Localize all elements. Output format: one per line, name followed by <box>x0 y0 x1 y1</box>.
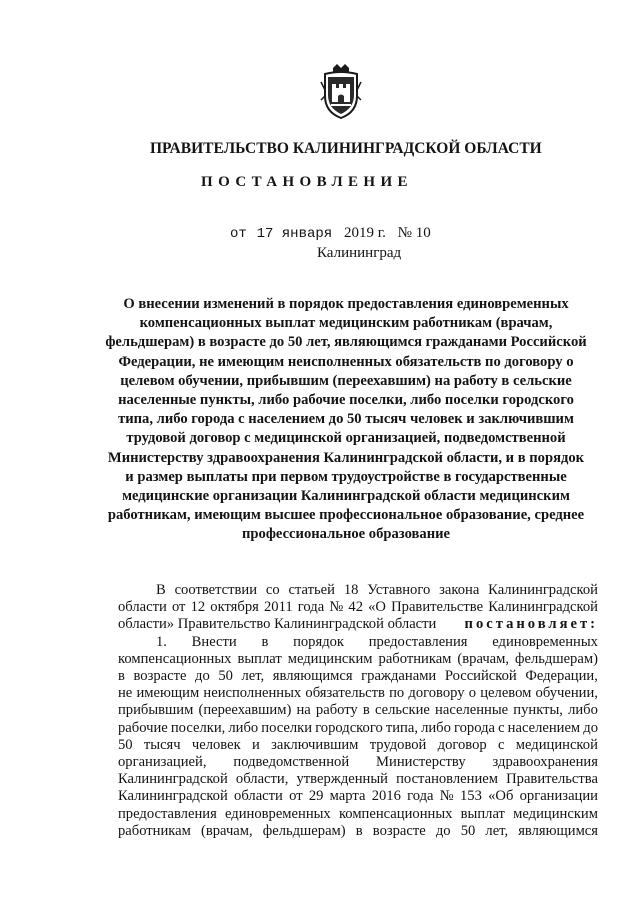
subject-line: профессиональное образование <box>242 526 450 543</box>
body-word: медицинским <box>287 650 373 667</box>
body-word: Правительства <box>506 771 598 788</box>
date-value: 17 января <box>256 226 333 242</box>
body-word: Правительстве <box>391 599 484 616</box>
body-word: имеющим <box>136 685 200 702</box>
date-year: 2019 г. <box>343 225 386 241</box>
body-word: 1. <box>156 633 167 650</box>
body-word: являющимся <box>272 668 353 685</box>
body-word: либо <box>568 702 598 719</box>
body-line <box>118 788 598 805</box>
subject-line: фельдшерам) в возрасте до 50 лет, являющимся гражданами Российской <box>105 334 587 351</box>
city: Калининград <box>317 245 402 261</box>
subject-line: Федерации, не имеющим неисполненных обязательств по договору о <box>118 353 574 370</box>
body-word: обязательств <box>305 685 385 702</box>
body-word: соответствии <box>174 582 258 598</box>
date-prefix: от <box>230 226 247 242</box>
document-body <box>118 582 598 840</box>
body-word: (врачам, <box>457 650 510 667</box>
body-word: года <box>297 599 325 616</box>
body-word: № <box>439 788 454 805</box>
body-word: городского <box>315 719 383 736</box>
subject-line: Министерству здравоохранения Калининградской области, и в порядок <box>107 449 585 466</box>
body-word: лет, <box>485 822 509 839</box>
body-word: договору <box>408 685 465 702</box>
body-word: либо <box>228 719 259 736</box>
body-word: поселки <box>261 719 313 736</box>
body-word: возрасте <box>133 668 187 685</box>
body-word: предоставления <box>368 633 468 650</box>
body-line <box>118 634 598 651</box>
subject-line: типа, либо города с населением до 50 тысяч человек и заключившим <box>118 411 574 428</box>
body-word: сельские <box>374 702 430 719</box>
subject-line: населенные пункты, либо рабочие поселки, либо поселки городского <box>118 392 574 409</box>
body-word: о <box>468 685 477 702</box>
body-emphasis: постановляет: <box>464 616 598 633</box>
body-word: фельдшерам) <box>262 822 346 839</box>
body-word: обучении, <box>535 685 598 702</box>
body-word: города <box>453 719 495 736</box>
body-word: до <box>195 668 210 685</box>
body-word: в <box>261 633 269 650</box>
body-word: лет, <box>241 668 265 685</box>
body-word: целевом <box>480 685 532 702</box>
body-word: фельдшерам) <box>515 650 598 667</box>
government-title: ПРАВИТЕЛЬСТВО КАЛИНИНГРАДСКОЙ ОБЛАСТИ <box>150 140 542 157</box>
body-word: медицинской <box>515 736 598 753</box>
body-word: единовременных <box>225 805 331 822</box>
body-word: трудовой <box>369 736 427 753</box>
subject-line: целевом обучении, прибывшим (переехавшим) на работу в сельские <box>120 372 572 389</box>
subject-line: и размер выплаты при первом трудоустройстве в государственные <box>125 468 567 485</box>
body-word: с <box>498 719 505 736</box>
body-word: Российской <box>444 668 517 685</box>
subject-line: работникам, имеющим высшее профессиональное образование, среднее <box>107 507 585 524</box>
document-type: ПОСТАНОВЛЕНИЕ <box>201 174 413 190</box>
body-line <box>118 651 598 668</box>
body-word: пункты, <box>513 702 563 719</box>
subject-line: компенсационных выплат медицинским работникам (врачам, <box>139 315 553 332</box>
body-line <box>118 668 598 685</box>
body-word: В <box>156 582 166 598</box>
body-word: Уставного <box>367 582 431 598</box>
body-word: возрасте <box>372 822 426 839</box>
body-word: Внести <box>191 633 237 650</box>
body-word: области <box>118 599 167 616</box>
body-word: не <box>118 685 133 702</box>
body-word: по <box>389 685 405 702</box>
body-word: подведомственной <box>233 754 350 771</box>
body-word: прибывшим <box>118 702 194 719</box>
body-word: либо <box>421 719 451 736</box>
body-word: человек <box>191 736 241 753</box>
body-line <box>118 806 598 823</box>
body-word: 153 <box>459 788 482 805</box>
body-word: работникам <box>118 822 191 839</box>
body-word: 18 <box>343 582 359 598</box>
body-line-text: области» Правительство Калининградской области <box>118 616 437 633</box>
body-word: и <box>251 736 260 753</box>
body-word: поселки, <box>170 719 226 736</box>
body-word: со <box>265 582 280 598</box>
body-word: утвержденный <box>296 771 388 788</box>
body-word: области, <box>235 771 289 788</box>
body-word: Федерации, <box>525 668 598 685</box>
body-word: медицинским <box>513 805 598 822</box>
subject-line: трудовой договор с медицинской организацией, подведомственной <box>126 430 566 447</box>
body-word: октября <box>210 599 259 616</box>
body-word: Министерству <box>376 754 466 771</box>
body-word: «О <box>368 599 386 616</box>
body-word: (врачам, <box>201 822 253 839</box>
body-word: являющимся <box>518 822 598 839</box>
body-word: работу <box>315 702 358 719</box>
body-word: здравоохранения <box>492 754 598 771</box>
body-line <box>118 754 598 771</box>
body-word: выплат <box>460 805 505 822</box>
body-word: закона <box>439 582 480 598</box>
body-word: (переехавшим) <box>198 702 292 719</box>
body-line <box>118 685 598 702</box>
body-word: организации <box>519 788 598 805</box>
body-word: Калининградской <box>118 788 228 805</box>
body-word: постановлением <box>396 771 498 788</box>
body-word: с <box>497 736 505 753</box>
body-word: в <box>118 668 125 685</box>
body-word: договор <box>437 736 487 753</box>
body-word: 50 <box>218 668 233 685</box>
body-word: 12 <box>190 599 206 616</box>
body-word: выплат <box>237 650 282 667</box>
body-word: компенсационных <box>338 805 453 822</box>
document-number: № 10 <box>397 225 431 241</box>
date-line <box>230 225 431 242</box>
body-word: гражданами <box>361 668 437 685</box>
body-word: рабочие <box>118 719 168 736</box>
body-word: заключившим <box>271 736 359 753</box>
body-word: на <box>296 702 311 719</box>
body-word: тысяч <box>143 736 181 753</box>
subject-line: О внесении изменений в порядок предоставления единовременных <box>123 296 569 312</box>
body-word: в <box>362 702 370 719</box>
body-word: 2011 <box>263 599 293 616</box>
body-word: Калининградской <box>488 582 598 598</box>
body-word: Калининградской <box>488 599 598 616</box>
body-line <box>118 702 598 719</box>
body-word: в <box>355 822 363 839</box>
body-word: «Об <box>488 788 514 805</box>
body-word: населенные <box>435 702 509 719</box>
body-line <box>118 599 598 616</box>
body-word: от <box>289 788 303 805</box>
body-word: 29 <box>308 788 324 805</box>
body-word: порядок <box>293 633 345 650</box>
body-word: до <box>583 719 598 736</box>
kaliningrad-coat-of-arms-icon <box>319 62 363 120</box>
body-word: года <box>407 788 434 805</box>
body-word: населением <box>507 719 581 736</box>
body-word: 42 <box>348 599 363 616</box>
body-word: области <box>234 788 283 805</box>
body-line <box>118 720 598 737</box>
body-word: неисполненных <box>203 685 302 702</box>
body-word: работникам <box>378 650 452 667</box>
body-word: 2016 <box>371 788 401 805</box>
body-word: организацией, <box>118 754 207 771</box>
document-subject <box>100 295 592 545</box>
body-line <box>118 823 598 840</box>
body-line <box>118 582 598 599</box>
body-word: компенсационных <box>118 650 232 667</box>
body-word: до <box>435 822 451 839</box>
body-line <box>118 771 598 788</box>
body-line <box>118 616 598 633</box>
body-line <box>118 737 598 754</box>
subject-line: медицинские организации Калининградской области медицинским <box>122 488 570 505</box>
body-word: типа, <box>385 719 418 736</box>
body-word: Калининградской <box>118 771 228 788</box>
body-word: единовременных <box>492 633 598 650</box>
body-word: 50 <box>118 736 133 753</box>
body-word: № <box>329 599 344 616</box>
body-word: 50 <box>460 822 476 839</box>
body-word: от <box>171 599 186 616</box>
body-word: предоставления <box>118 805 217 822</box>
body-word: статьей <box>288 582 335 598</box>
body-word: марта <box>329 788 366 805</box>
